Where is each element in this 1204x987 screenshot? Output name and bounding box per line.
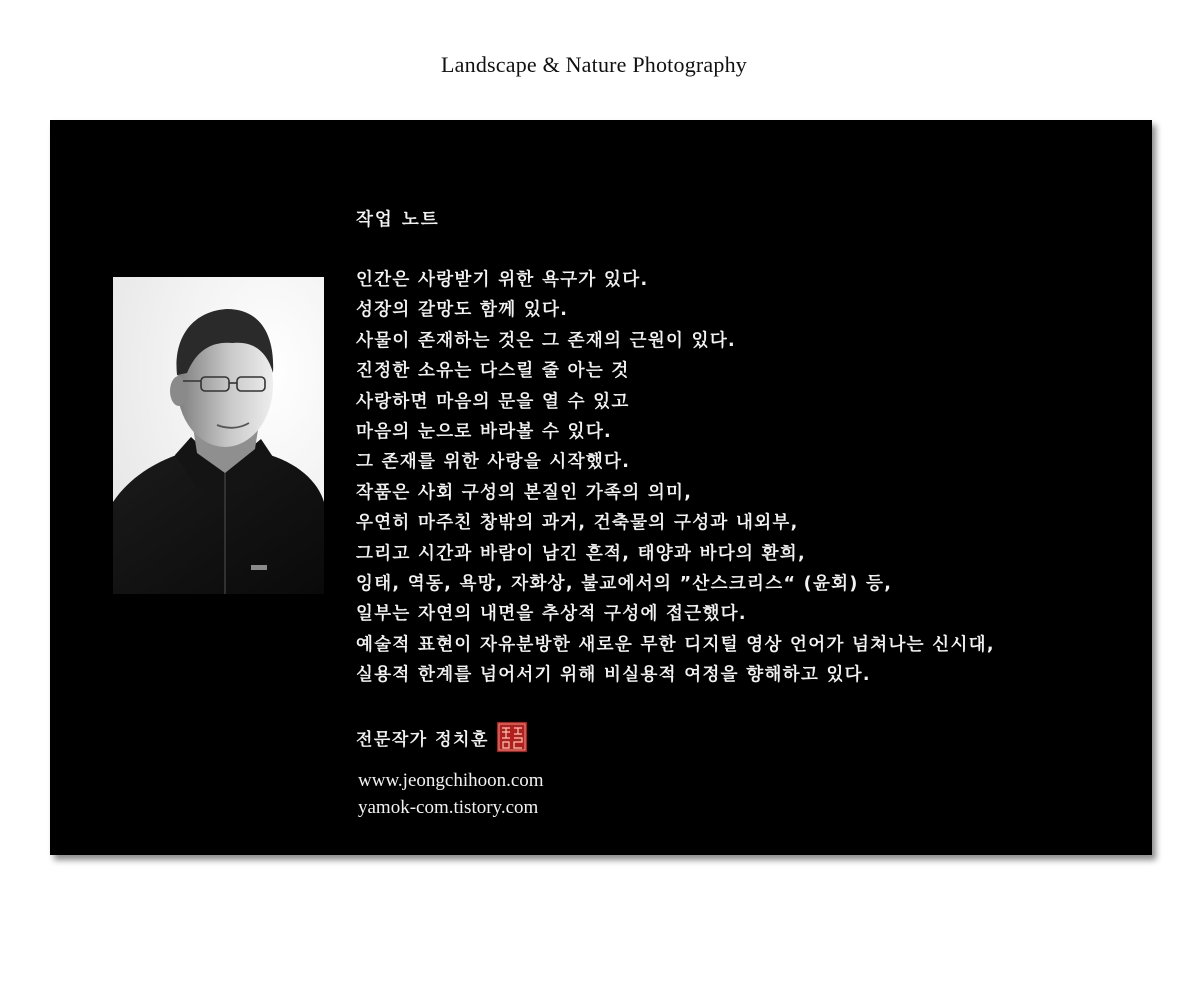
note-line: 인간은 사랑받기 위한 욕구가 있다. (356, 270, 649, 290)
note-line: 성장의 갈망도 함께 있다. (356, 300, 569, 321)
note-line: 작품은 사회 구성의 본질인 가족의 의미, (356, 482, 693, 503)
note-line: 실용적 한계를 넘어서기 위해 비실용적 여정을 향해하고 있다. (356, 665, 871, 686)
note-line: 잉태, 역동, 욕망, 자화상, 불교에서의 ”산스크리스“ (윤회) 등, (356, 573, 893, 594)
note-line: 그 존재를 위한 사랑을 시작했다. (356, 452, 631, 473)
note-line: 일부는 자연의 내면을 추상적 구성에 접근했다. (356, 604, 747, 625)
signature-text: 전문작가 정치훈 (356, 729, 489, 750)
red-seal-stamp-icon (497, 722, 527, 752)
note-line: 사랑하면 마음의 문을 열 수 있고 (356, 391, 630, 412)
website-link[interactable]: www.jeongchihoon.com (358, 770, 544, 791)
blog-link[interactable]: yamok-com.tistory.com (358, 797, 539, 818)
artist-note-panel (50, 120, 1152, 855)
note-line: 우연히 마주친 창밖의 과거, 건축물의 구성과 내외부, (356, 513, 799, 534)
artist-note (356, 205, 1116, 690)
note-line: 마음의 눈으로 바라볼 수 있다. (356, 421, 612, 442)
note-line: 사물이 존재하는 것은 그 존재의 근원이 있다. (356, 330, 736, 351)
page-title: Landscape & Nature Photography (441, 52, 747, 77)
note-heading: 작업 노트 (356, 210, 440, 230)
note-line: 예술적 표현이 자유분방한 새로운 무한 디지털 영상 언어가 넘쳐나는 신시대, (356, 634, 995, 655)
contact-links (358, 767, 544, 821)
note-line: 그리고 시간과 바람이 남긴 흔적, 태양과 바다의 환희, (356, 543, 806, 564)
note-line: 진정한 소유는 다스릴 줄 아는 것 (356, 361, 630, 382)
artist-signature (356, 720, 527, 754)
artist-portrait-photo (113, 277, 324, 594)
